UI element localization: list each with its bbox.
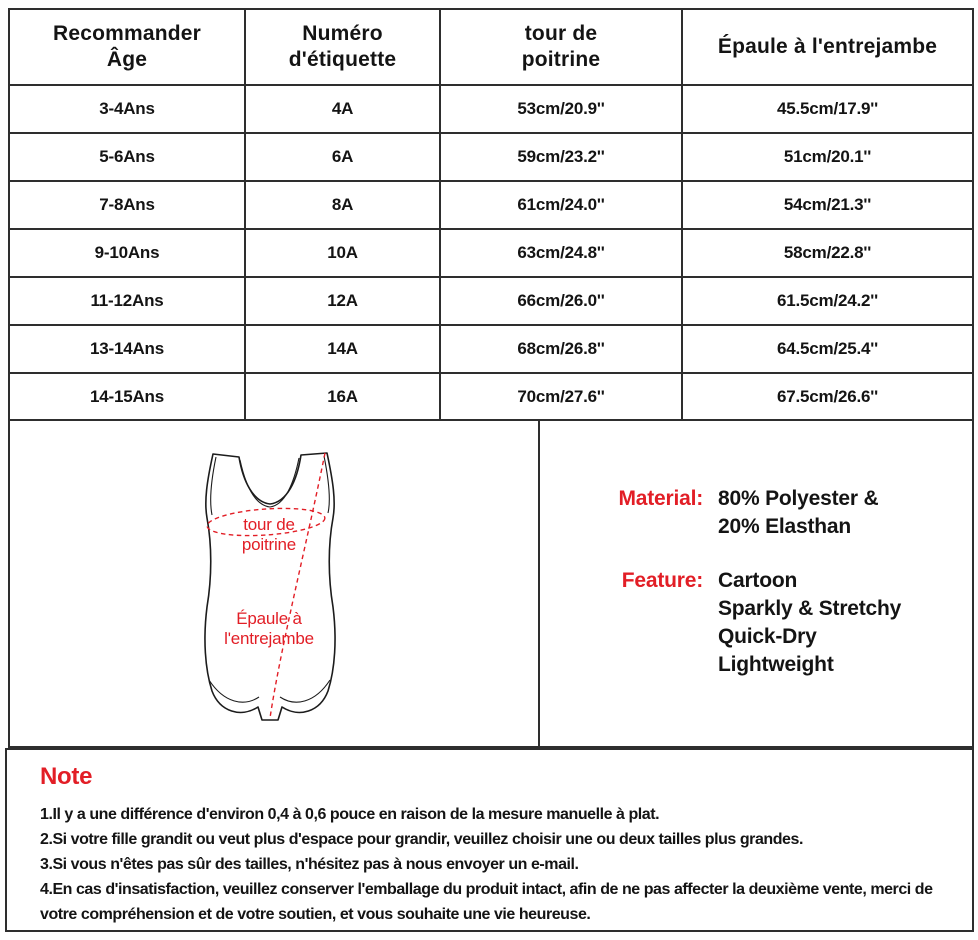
chest-measure-label xyxy=(199,515,339,555)
shoulder-cell: 67.5cm/26.6'' xyxy=(682,373,973,421)
material-spec xyxy=(540,485,972,541)
feature-line: Lightweight xyxy=(718,653,834,676)
shoulder-measure-label-line: l'entrejambe xyxy=(224,629,314,648)
header-tag-line: d'étiquette xyxy=(288,48,397,71)
age-cell: 5-6Ans xyxy=(9,133,245,181)
header-age xyxy=(9,9,245,85)
size-table xyxy=(8,8,974,422)
diagram-and-details-panel xyxy=(8,419,974,748)
shoulder-cell: 61.5cm/24.2'' xyxy=(682,277,973,325)
feature-line: Cartoon xyxy=(718,569,798,592)
shoulder-cell: 58cm/22.8'' xyxy=(682,229,973,277)
shoulder-cell: 54cm/21.3'' xyxy=(682,181,973,229)
age-cell: 14-15Ans xyxy=(9,373,245,421)
chest-cell: 66cm/26.0'' xyxy=(440,277,682,325)
chest-measure-label-line: tour de xyxy=(243,515,295,534)
note-title: Note xyxy=(40,763,93,790)
header-age-line: Âge xyxy=(106,48,148,71)
note-line: 2.Si votre fille grandit ou veut plus d'espace pour grandir, veuillez choisir une ou deux tailles plus grandes. xyxy=(40,831,803,848)
header-chest-line: poitrine xyxy=(521,48,601,71)
details-panel xyxy=(540,421,972,746)
header-tag-number xyxy=(245,9,440,85)
table-row xyxy=(9,133,973,181)
header-shoulder-line: Épaule à l'entrejambe xyxy=(717,35,938,59)
tag-cell: 12A xyxy=(245,277,440,325)
shoulder-cell: 45.5cm/17.9'' xyxy=(682,85,973,133)
note-line: 1.Il y a une différence d'environ 0,4 à 0,6 pouce en raison de la mesure manuelle à plat. xyxy=(40,806,660,823)
tag-cell: 16A xyxy=(245,373,440,421)
material-line: 80% Polyester & xyxy=(718,487,879,510)
note-line: 4.En cas d'insatisfaction, veuillez conserver l'emballage du produit intact, afin de ne pas affecter la deuxième vente, merci de votre compréhension et de votre soutien, et vous souhaite une vie heureuse. xyxy=(40,881,933,923)
chest-measure-label-line: poitrine xyxy=(241,535,297,554)
shoulder-cell: 51cm/20.1'' xyxy=(682,133,973,181)
chest-cell: 70cm/27.6'' xyxy=(440,373,682,421)
tag-cell: 14A xyxy=(245,325,440,373)
tag-cell: 10A xyxy=(245,229,440,277)
leotard-diagram-panel xyxy=(10,421,540,746)
age-cell: 3-4Ans xyxy=(9,85,245,133)
tag-cell: 6A xyxy=(245,133,440,181)
chest-cell: 59cm/23.2'' xyxy=(440,133,682,181)
age-cell: 7-8Ans xyxy=(9,181,245,229)
table-row xyxy=(9,325,973,373)
shoulder-measure-label xyxy=(199,609,339,649)
material-line: 20% Elasthan xyxy=(718,515,851,538)
chest-cell: 63cm/24.8'' xyxy=(440,229,682,277)
material-label: Material: xyxy=(618,487,703,510)
chest-cell: 68cm/26.8'' xyxy=(440,325,682,373)
table-row xyxy=(9,373,973,421)
feature-values xyxy=(718,567,901,679)
note-section xyxy=(5,748,974,932)
tag-cell: 4A xyxy=(245,85,440,133)
header-age-line: Recommander xyxy=(52,22,202,46)
age-cell: 11-12Ans xyxy=(9,277,245,325)
feature-label: Feature: xyxy=(621,569,703,592)
table-row xyxy=(9,229,973,277)
chest-cell: 61cm/24.0'' xyxy=(440,181,682,229)
feature-line: Sparkly & Stretchy xyxy=(718,597,902,620)
table-row xyxy=(9,85,973,133)
header-tag-line: Numéro xyxy=(302,22,383,46)
feature-spec xyxy=(540,567,972,679)
table-row xyxy=(9,181,973,229)
material-values xyxy=(718,485,878,541)
age-cell: 9-10Ans xyxy=(9,229,245,277)
shoulder-cell: 64.5cm/25.4'' xyxy=(682,325,973,373)
leotard-diagram xyxy=(199,445,339,745)
table-header-row xyxy=(9,9,973,85)
age-cell: 13-14Ans xyxy=(9,325,245,373)
shoulder-measure-label-line: Épaule à xyxy=(236,609,302,628)
tag-cell: 8A xyxy=(245,181,440,229)
feature-line: Quick-Dry xyxy=(718,625,817,648)
header-shoulder-to-crotch xyxy=(682,9,973,85)
table-row xyxy=(9,277,973,325)
chest-cell: 53cm/20.9'' xyxy=(440,85,682,133)
header-chest xyxy=(440,9,682,85)
header-chest-line: tour de xyxy=(524,22,598,46)
note-line: 3.Si vous n'êtes pas sûr des tailles, n'hésitez pas à nous envoyer un e-mail. xyxy=(40,856,579,873)
